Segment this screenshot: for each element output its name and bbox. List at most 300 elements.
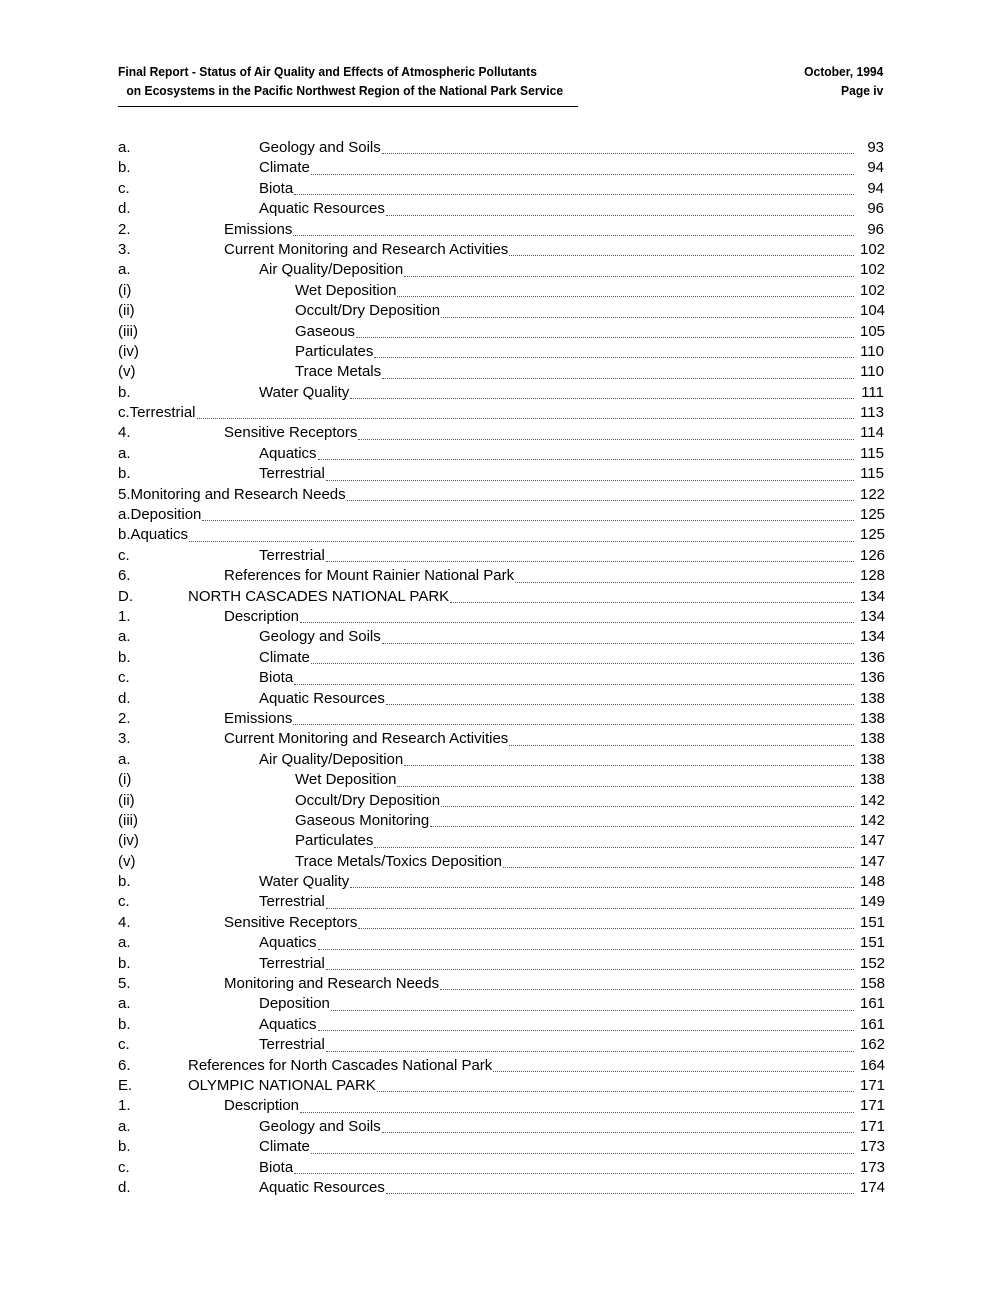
toc-entry[interactable] xyxy=(118,1015,884,1035)
toc-entry[interactable] xyxy=(118,423,884,443)
toc-entry-title: Description xyxy=(224,1097,300,1115)
dot-leader xyxy=(386,1193,854,1194)
dot-leader xyxy=(347,500,854,501)
toc-entry-title: b.Aquatics xyxy=(118,526,189,544)
dot-leader xyxy=(326,1051,854,1052)
toc-entry-page: 138 xyxy=(860,709,886,727)
dot-leader xyxy=(509,745,854,746)
toc-entry[interactable] xyxy=(118,1035,884,1055)
dot-leader xyxy=(318,1030,854,1031)
toc-entry[interactable] xyxy=(118,158,884,178)
toc-entry[interactable] xyxy=(118,179,884,199)
toc-entry-body xyxy=(188,1076,884,1096)
toc-entry-title: Biota xyxy=(259,179,294,197)
dot-leader xyxy=(404,765,854,766)
toc-entry-body xyxy=(295,770,884,790)
header-rule xyxy=(118,106,578,107)
toc-entry-page: 171 xyxy=(860,1076,886,1094)
toc-entry-page: 113 xyxy=(860,404,884,422)
toc-entry-title: Sensitive Receptors xyxy=(224,424,358,442)
toc-entry[interactable] xyxy=(118,505,884,525)
toc-entry[interactable] xyxy=(118,770,884,790)
toc-entry-body xyxy=(259,1178,884,1198)
dot-leader xyxy=(294,684,854,685)
toc-entry-title: Aquatic Resources xyxy=(259,1178,385,1196)
dot-leader xyxy=(440,989,854,990)
toc-entry-number: E. xyxy=(118,1076,133,1094)
toc-entry-title: Aquatic Resources xyxy=(259,689,385,707)
toc-entry-page: 94 xyxy=(867,179,884,197)
toc-entry[interactable] xyxy=(118,791,884,811)
toc-entry-page: 114 xyxy=(860,424,884,442)
toc-entry-body xyxy=(259,1117,884,1137)
toc-entry-page: 171 xyxy=(860,1117,886,1135)
toc-entry[interactable] xyxy=(118,974,884,994)
toc-entry-title: c.Terrestrial xyxy=(118,404,196,422)
toc-entry[interactable] xyxy=(118,750,884,770)
toc-entry-title: a.Deposition xyxy=(118,506,202,524)
toc-entry-body xyxy=(295,322,884,342)
toc-entry[interactable] xyxy=(118,1076,884,1096)
toc-entry-body xyxy=(259,1035,884,1055)
toc-entry-body xyxy=(259,464,884,484)
toc-entry-body xyxy=(295,301,884,321)
toc-entry-title: Geology and Soils xyxy=(259,628,381,646)
toc-entry-number: 3. xyxy=(118,240,131,258)
toc-entry-title: Biota xyxy=(259,669,294,687)
toc-entry[interactable] xyxy=(118,627,884,647)
page-header xyxy=(118,62,884,100)
toc-entry-number: (iv) xyxy=(118,342,139,360)
toc-entry-title: Current Monitoring and Research Activities xyxy=(224,730,509,748)
toc-entry[interactable] xyxy=(118,1137,884,1157)
toc-entry-title: Sensitive Receptors xyxy=(224,913,358,931)
toc-entry-number: a. xyxy=(118,261,131,279)
toc-entry-number: b. xyxy=(118,1138,131,1156)
toc-entry-body xyxy=(259,668,884,688)
dot-leader xyxy=(386,215,854,216)
toc-entry-title: Aquatics xyxy=(259,934,317,952)
toc-entry-title: Aquatics xyxy=(259,444,317,462)
toc-entry-page: 174 xyxy=(860,1178,886,1196)
toc-entry-title: Climate xyxy=(259,1138,310,1156)
toc-entry-number: 2. xyxy=(118,220,131,238)
toc-entry-body xyxy=(259,138,884,158)
toc-entry-page: 96 xyxy=(867,220,884,238)
toc-entry-number: (iii) xyxy=(118,811,138,829)
dot-leader xyxy=(493,1071,854,1072)
toc-entry-body xyxy=(295,362,884,382)
toc-entry-body xyxy=(224,566,884,586)
toc-entry-body xyxy=(259,260,884,280)
toc-entry-page: 142 xyxy=(860,811,886,829)
toc-entry[interactable] xyxy=(118,464,884,484)
toc-entry[interactable] xyxy=(118,383,884,403)
toc-entry-title: Trace Metals xyxy=(295,363,382,381)
toc-entry-body xyxy=(259,954,884,974)
toc-entry-page: 94 xyxy=(867,159,884,177)
toc-entry[interactable] xyxy=(118,892,884,912)
toc-entry-body xyxy=(259,546,884,566)
toc-entry-number: b. xyxy=(118,1015,131,1033)
toc-entry-page: 171 xyxy=(860,1097,886,1115)
dot-leader xyxy=(386,704,854,705)
toc-entry-body xyxy=(224,913,884,933)
table-of-contents xyxy=(118,138,884,1198)
toc-entry[interactable] xyxy=(118,1096,884,1116)
toc-entry-page: 93 xyxy=(867,139,884,156)
toc-entry-body xyxy=(259,994,884,1014)
dot-leader xyxy=(311,663,854,664)
dot-leader xyxy=(374,357,854,358)
toc-entry[interactable] xyxy=(118,811,884,831)
toc-entry-body xyxy=(295,831,884,851)
toc-entry-page: 151 xyxy=(860,934,886,952)
toc-entry[interactable] xyxy=(118,1178,884,1198)
dot-leader xyxy=(382,378,854,379)
toc-entry-number: c. xyxy=(118,893,130,911)
toc-entry-page: 149 xyxy=(860,893,886,911)
dot-leader xyxy=(404,276,854,277)
toc-entry-page: 104 xyxy=(860,302,886,320)
toc-entry-page: 173 xyxy=(860,1138,886,1156)
toc-entry[interactable] xyxy=(118,322,884,342)
toc-entry-title: Climate xyxy=(259,648,310,666)
toc-entry-body xyxy=(224,607,884,627)
toc-entry-page: 110 xyxy=(860,363,884,381)
toc-entry-body xyxy=(295,281,884,301)
toc-entry-body xyxy=(224,709,884,729)
dot-leader xyxy=(326,561,854,562)
toc-entry[interactable] xyxy=(118,260,884,280)
toc-entry-number: (iii) xyxy=(118,322,138,340)
toc-entry-number: c. xyxy=(118,1036,130,1054)
toc-entry-title: NORTH CASCADES NATIONAL PARK xyxy=(188,587,450,605)
dot-leader xyxy=(358,439,854,440)
toc-entry-title: Aquatics xyxy=(259,1015,317,1033)
dot-leader xyxy=(503,867,854,868)
toc-entry-number: d. xyxy=(118,200,131,218)
toc-entry-number: (i) xyxy=(118,771,132,789)
toc-entry-number: 3. xyxy=(118,730,131,748)
dot-leader xyxy=(326,480,854,481)
toc-entry-title: Wet Deposition xyxy=(295,281,397,299)
dot-leader xyxy=(318,459,854,460)
toc-entry-title: Trace Metals/Toxics Deposition xyxy=(295,852,503,870)
toc-entry-title: Particulates xyxy=(295,832,374,850)
toc-entry-body xyxy=(224,729,884,749)
toc-entry-title: Climate xyxy=(259,159,310,177)
toc-entry-title: Terrestrial xyxy=(259,1036,325,1054)
toc-entry[interactable] xyxy=(118,831,884,851)
toc-entry-body xyxy=(295,791,884,811)
toc-entry[interactable] xyxy=(118,566,884,586)
toc-entry-number: (v) xyxy=(118,363,136,381)
toc-entry-body xyxy=(188,587,884,607)
toc-entry-page: 102 xyxy=(860,261,886,279)
dot-leader xyxy=(318,949,854,950)
toc-entry[interactable] xyxy=(118,933,884,953)
dot-leader xyxy=(293,235,854,236)
toc-entry[interactable] xyxy=(118,607,884,627)
toc-entry-title: Aquatic Resources xyxy=(259,200,385,218)
toc-entry-body xyxy=(259,444,884,464)
toc-entry-number: 6. xyxy=(118,567,131,585)
toc-entry-page: 128 xyxy=(860,567,886,585)
toc-entry-title: OLYMPIC NATIONAL PARK xyxy=(188,1076,376,1094)
toc-entry-number: a. xyxy=(118,934,131,952)
toc-entry[interactable] xyxy=(118,1117,884,1137)
toc-entry-number: 2. xyxy=(118,709,131,727)
toc-entry-page: 152 xyxy=(860,954,886,972)
toc-entry-title: Current Monitoring and Research Activities xyxy=(224,240,509,258)
toc-entry-number: 6. xyxy=(118,1056,131,1074)
toc-entry-page: 142 xyxy=(860,791,886,809)
toc-entry-page: 161 xyxy=(860,995,886,1013)
dot-leader xyxy=(189,541,854,542)
dot-leader xyxy=(377,1091,854,1092)
toc-entry-body xyxy=(259,1137,884,1157)
dot-leader xyxy=(294,194,854,195)
toc-entry-number: d. xyxy=(118,1178,131,1196)
toc-entry-number: b. xyxy=(118,465,131,483)
toc-entry-number: 1. xyxy=(118,1097,131,1115)
toc-entry-number: 5. xyxy=(118,975,131,993)
toc-entry-title: Occult/Dry Deposition xyxy=(295,791,441,809)
toc-entry-title: Terrestrial xyxy=(259,954,325,972)
toc-entry-page: 134 xyxy=(860,607,886,625)
toc-entry-number: a. xyxy=(118,995,131,1013)
toc-entry[interactable] xyxy=(118,954,884,974)
toc-entry[interactable] xyxy=(118,994,884,1014)
toc-entry-title: Geology and Soils xyxy=(259,1117,381,1135)
toc-entry-body xyxy=(224,1096,884,1116)
toc-entry-title: Description xyxy=(224,607,300,625)
toc-entry-body xyxy=(259,199,884,219)
toc-entry[interactable] xyxy=(118,587,884,607)
toc-entry-body xyxy=(118,525,884,545)
toc-entry[interactable] xyxy=(118,485,884,505)
toc-entry[interactable] xyxy=(118,138,884,158)
toc-entry-number: 1. xyxy=(118,607,131,625)
toc-entry-body xyxy=(259,179,884,199)
toc-entry-title: Geology and Soils xyxy=(259,139,381,156)
toc-entry-number: c. xyxy=(118,669,130,687)
report-title-line2: on Ecosystems in the Pacific Northwest Region of the National Park Service xyxy=(126,83,564,98)
toc-entry-body xyxy=(259,750,884,770)
dot-leader xyxy=(382,153,854,154)
toc-entry-title: Terrestrial xyxy=(259,465,325,483)
toc-entry-body xyxy=(118,403,884,423)
toc-entry-number: (iv) xyxy=(118,832,139,850)
toc-entry-number: (i) xyxy=(118,281,132,299)
dot-leader xyxy=(197,418,854,419)
toc-entry-body xyxy=(224,974,884,994)
report-date: October, 1994 xyxy=(804,64,884,79)
dot-leader xyxy=(350,398,854,399)
toc-entry[interactable] xyxy=(118,199,884,219)
toc-entry-body xyxy=(259,1015,884,1035)
dot-leader xyxy=(356,337,854,338)
dot-leader xyxy=(509,255,854,256)
toc-entry-body xyxy=(259,689,884,709)
toc-entry-number: b. xyxy=(118,873,131,891)
toc-entry-number: c. xyxy=(118,179,130,197)
toc-entry-page: 138 xyxy=(860,730,886,748)
toc-entry-page: 138 xyxy=(860,689,886,707)
toc-entry-body xyxy=(259,627,884,647)
toc-entry-number: b. xyxy=(118,159,131,177)
toc-entry-body xyxy=(188,1056,884,1076)
toc-entry-number: a. xyxy=(118,750,131,768)
dot-leader xyxy=(311,1153,854,1154)
toc-entry-title: Water Quality xyxy=(259,873,350,891)
toc-entry-number: a. xyxy=(118,139,131,156)
report-title-line1: Final Report - Status of Air Quality and Effects of Atmospheric Pollutants xyxy=(118,64,537,79)
toc-entry-page: 161 xyxy=(860,1015,886,1033)
toc-entry[interactable] xyxy=(118,362,884,382)
dot-leader xyxy=(441,317,854,318)
toc-entry-page: 111 xyxy=(861,383,884,401)
dot-leader xyxy=(450,602,854,603)
dot-leader xyxy=(515,582,854,583)
toc-entry-title: References for Mount Rainier National Park xyxy=(224,567,515,585)
toc-entry-number: (ii) xyxy=(118,302,135,320)
toc-entry-page: 162 xyxy=(860,1036,886,1054)
toc-entry-number: a. xyxy=(118,628,131,646)
toc-entry-title: Wet Deposition xyxy=(295,771,397,789)
toc-entry-title: Deposition xyxy=(259,995,330,1013)
dot-leader xyxy=(397,296,854,297)
toc-entry[interactable] xyxy=(118,729,884,749)
dot-leader xyxy=(430,826,854,827)
dot-leader xyxy=(311,174,854,175)
toc-entry-title: References for North Cascades National Park xyxy=(188,1056,493,1074)
dot-leader xyxy=(397,786,854,787)
toc-entry[interactable] xyxy=(118,648,884,668)
toc-entry[interactable] xyxy=(118,546,884,566)
toc-entry-title: Gaseous xyxy=(295,322,356,340)
toc-entry-number: b. xyxy=(118,648,131,666)
toc-entry-page: 105 xyxy=(860,322,886,340)
dot-leader xyxy=(294,1173,854,1174)
toc-entry[interactable] xyxy=(118,872,884,892)
toc-entry-body xyxy=(295,342,884,362)
toc-entry-number: 4. xyxy=(118,913,131,931)
toc-entry-page: 164 xyxy=(860,1056,886,1074)
toc-entry-page: 110 xyxy=(860,342,884,360)
toc-entry[interactable] xyxy=(118,1158,884,1178)
toc-entry-body xyxy=(259,158,884,178)
toc-entry-body xyxy=(118,485,884,505)
toc-entry[interactable] xyxy=(118,301,884,321)
toc-entry-title: Monitoring and Research Needs xyxy=(224,975,440,993)
dot-leader xyxy=(326,908,854,909)
toc-entry[interactable] xyxy=(118,525,884,545)
toc-entry-title: Emissions xyxy=(224,220,293,238)
toc-entry-page: 102 xyxy=(860,281,886,299)
toc-entry-number: a. xyxy=(118,1117,131,1135)
toc-entry-title: 5.Monitoring and Research Needs xyxy=(118,485,346,503)
toc-entry-number: 4. xyxy=(118,424,131,442)
toc-entry[interactable] xyxy=(118,913,884,933)
header-row-1 xyxy=(118,62,883,81)
toc-entry[interactable] xyxy=(118,281,884,301)
toc-entry-number: D. xyxy=(118,587,133,605)
toc-entry-page: 173 xyxy=(860,1158,886,1176)
toc-entry-body xyxy=(118,505,884,525)
toc-entry-page: 158 xyxy=(860,975,886,993)
toc-entry[interactable] xyxy=(118,444,884,464)
toc-entry[interactable] xyxy=(118,403,884,423)
toc-entry-page: 115 xyxy=(860,444,884,462)
toc-entry[interactable] xyxy=(118,220,884,240)
toc-entry-body xyxy=(259,383,884,403)
toc-entry-title: Air Quality/Deposition xyxy=(259,750,404,768)
toc-entry[interactable] xyxy=(118,668,884,688)
toc-entry-body xyxy=(224,423,884,443)
toc-entry-page: 122 xyxy=(860,485,886,503)
toc-entry-page: 136 xyxy=(860,648,886,666)
toc-entry-body xyxy=(259,648,884,668)
dot-leader xyxy=(358,928,854,929)
toc-entry-number: b. xyxy=(118,954,131,972)
toc-entry-title: Terrestrial xyxy=(259,893,325,911)
toc-entry-body xyxy=(224,220,884,240)
toc-entry-page: 115 xyxy=(860,465,884,483)
toc-entry-body xyxy=(295,852,884,872)
toc-entry-number: d. xyxy=(118,689,131,707)
toc-entry-title: Emissions xyxy=(224,709,293,727)
toc-entry-page: 125 xyxy=(860,506,886,524)
toc-entry-title: Water Quality xyxy=(259,383,350,401)
toc-entry-body xyxy=(259,1158,884,1178)
toc-entry-number: c. xyxy=(118,1158,130,1176)
toc-entry-page: 151 xyxy=(860,913,886,931)
toc-entry-page: 134 xyxy=(860,628,886,646)
dot-leader xyxy=(326,969,854,970)
toc-entry-page: 134 xyxy=(860,587,886,605)
dot-leader xyxy=(382,1132,854,1133)
toc-entry[interactable] xyxy=(118,240,884,260)
toc-entry-body xyxy=(224,240,884,260)
toc-entry-page: 125 xyxy=(860,526,886,544)
toc-entry-page: 147 xyxy=(860,852,886,870)
toc-entry[interactable] xyxy=(118,689,884,709)
toc-entry-title: Biota xyxy=(259,1158,294,1176)
dot-leader xyxy=(350,887,854,888)
toc-entry[interactable] xyxy=(118,852,884,872)
dot-leader xyxy=(331,1010,854,1011)
toc-entry[interactable] xyxy=(118,342,884,362)
dot-leader xyxy=(202,520,854,521)
dot-leader xyxy=(293,724,854,725)
dot-leader xyxy=(300,1112,854,1113)
toc-entry[interactable] xyxy=(118,709,884,729)
dot-leader xyxy=(300,622,854,623)
toc-entry-body xyxy=(259,892,884,912)
toc-entry-page: 138 xyxy=(860,771,886,789)
dot-leader xyxy=(382,643,854,644)
toc-entry-page: 102 xyxy=(860,240,886,258)
toc-entry-number: (ii) xyxy=(118,791,135,809)
toc-entry-page: 136 xyxy=(860,669,886,687)
toc-entry[interactable] xyxy=(118,1056,884,1076)
toc-entry-page: 138 xyxy=(860,750,886,768)
toc-entry-title: Air Quality/Deposition xyxy=(259,261,404,279)
toc-entry-title: Gaseous Monitoring xyxy=(295,811,430,829)
header-row-2 xyxy=(118,81,883,100)
